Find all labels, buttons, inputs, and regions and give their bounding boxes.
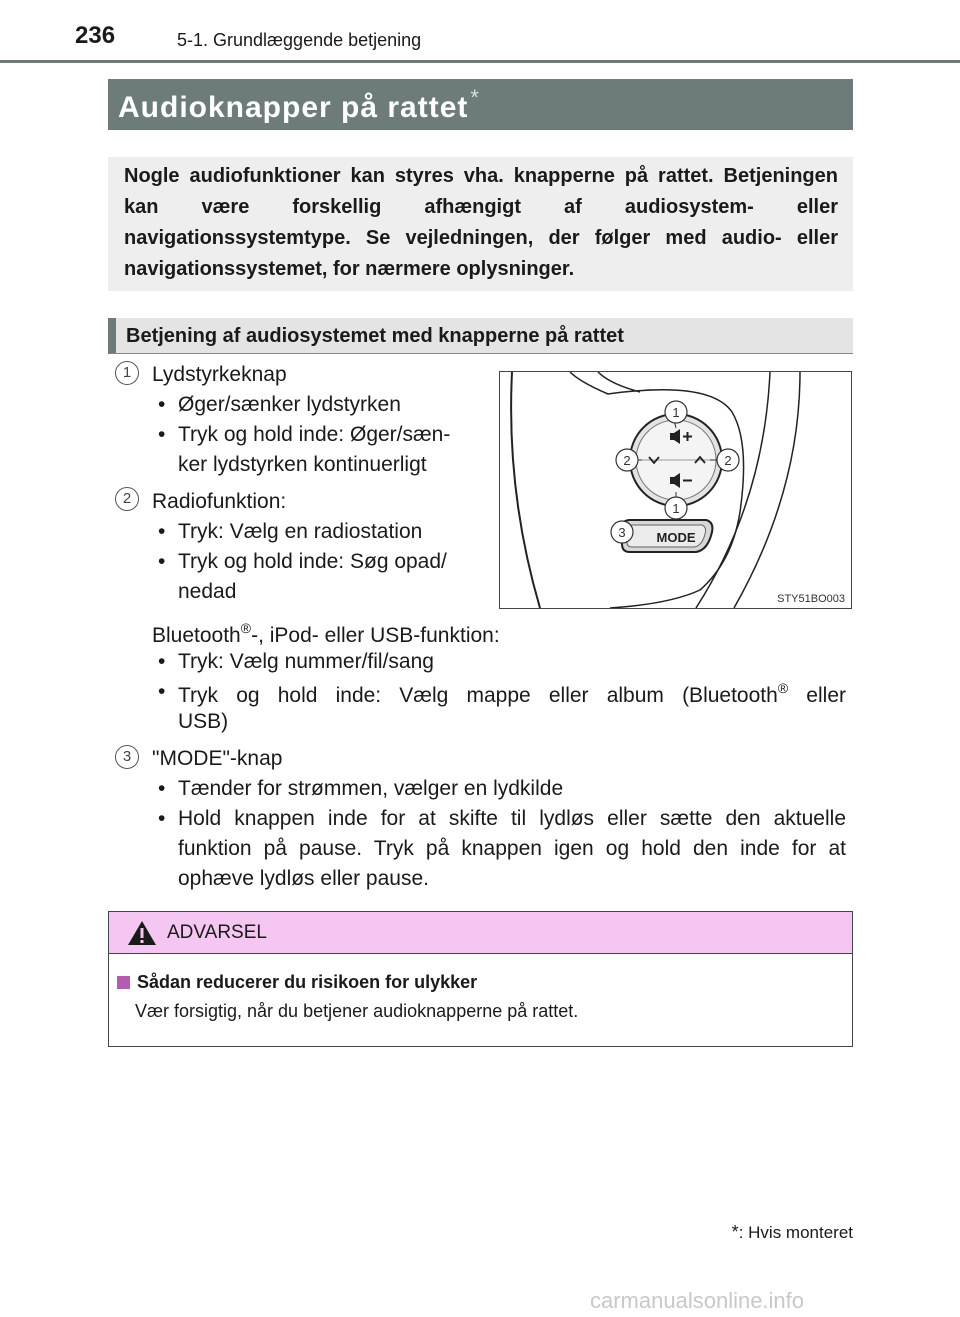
bullet-continuation: ker lydstyrken kontinuerligt <box>178 453 427 476</box>
bullet-item: • Tryk: Vælg en radiostation <box>158 520 423 543</box>
callout-1-top <box>665 401 687 423</box>
warning-title: Sådan reducerer du risikoen for ulykker <box>137 972 478 992</box>
square-bullet-icon <box>117 976 130 989</box>
section-title-bar <box>108 79 853 130</box>
callout-1-bottom <box>665 497 687 519</box>
svg-text:2: 2 <box>724 453 732 468</box>
chapter-title: 5-1. Grundlæggende betjening <box>177 30 422 50</box>
callout-3-mode <box>611 521 633 543</box>
subsection-bar <box>108 318 853 354</box>
header-rule <box>0 60 960 63</box>
figure-code: STY51BO003 <box>777 593 845 605</box>
bullet-continuation: funktion på pause. Tryk på knappen igen og hold den inde for at <box>178 837 846 860</box>
item-heading: Radiofunktion: <box>152 490 287 513</box>
steering-wheel-figure <box>499 371 852 609</box>
bullet-item: • Tryk: Vælg nummer/fil/sang <box>158 650 434 673</box>
intro-box <box>108 157 853 291</box>
svg-text:1: 1 <box>672 405 680 420</box>
intro-text: Nogle audiofunktioner kan styres vha. knapperne på rattet. Betjeningen kan være forskellig afhængigt af audiosystem- eller navigationssystemtype. Se vejledningen, der følger med audio- eller navigationssystemet, for nærmere oplysninger. <box>124 165 838 280</box>
section-title: Audioknapper på rattet* <box>118 85 480 124</box>
warning-text: Vær forsigtig, når du betjener audioknapperne på rattet. <box>135 1001 579 1021</box>
svg-text:1: 1 <box>672 501 680 516</box>
warning-header <box>109 912 852 954</box>
bullet-item: • Tryk og hold inde: Øger/sæn- <box>158 423 451 446</box>
item-heading: Lydstyrkeknap <box>152 363 287 386</box>
warning-box <box>108 911 853 1047</box>
steering-wheel-illustration <box>500 372 851 608</box>
bullet-continuation: ophæve lydløs eller pause. <box>178 867 429 890</box>
item-subheading: Bluetooth®-, iPod- eller USB-funktion: <box>152 620 500 647</box>
bullet-item: • Hold knappen inde for at skifte til lydløs eller sætte den aktuelle <box>158 807 846 830</box>
optional-marker: * <box>470 85 480 110</box>
item-heading: "MODE"-knap <box>152 747 283 770</box>
svg-text:3: 3 <box>618 525 626 540</box>
item-number-badge: 2 <box>115 487 139 511</box>
item-number-badge: 3 <box>115 745 139 769</box>
warning-triangle-icon <box>127 920 157 946</box>
page-number: 236 <box>75 22 116 49</box>
bullet-continuation: nedad <box>178 580 237 603</box>
bullet-item: • Tryk og hold inde: Vælg mappe eller album (Bluetooth® eller <box>158 680 846 707</box>
subsection-title: Betjening af audiosystemet med knapperne på rattet <box>126 325 624 347</box>
bullet-item: • Tryk og hold inde: Søg opad/ <box>158 550 447 573</box>
mode-button-label: MODE <box>656 530 696 545</box>
bullet-continuation: USB) <box>178 710 229 733</box>
bullet-item: • Tænder for strømmen, vælger en lydkilde <box>158 777 564 800</box>
bullet-item: • Øger/sænker lydstyrken <box>158 393 401 416</box>
warning-label: ADVARSEL <box>167 922 267 943</box>
callout-2-right <box>717 449 739 471</box>
footnote: *: Hvis monteret <box>731 1222 853 1242</box>
callout-2-left <box>616 449 638 471</box>
item-number-badge: 1 <box>115 361 139 385</box>
watermark: carmanualsonline.info <box>590 1288 805 1313</box>
svg-text:2: 2 <box>623 453 631 468</box>
